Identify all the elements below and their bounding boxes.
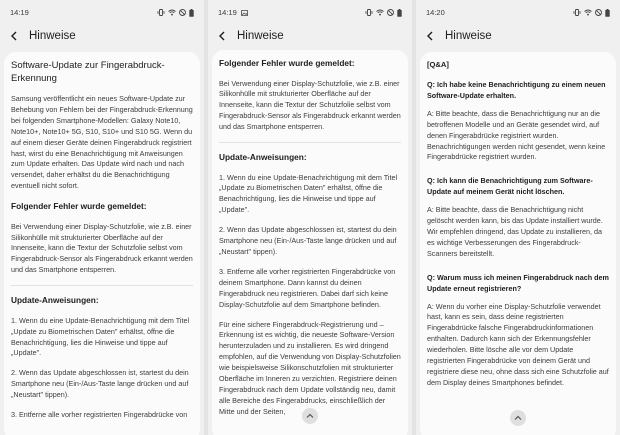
status-time: 14:19 (10, 8, 29, 17)
qa-tag: [Q&A] (427, 60, 449, 69)
status-bar (0, 0, 204, 25)
app-bar (416, 25, 620, 47)
question-1: Q: Ich habe keine Benachrichtigung zu einem neuen Software-Update erhalten. (427, 80, 606, 100)
status-bar (208, 0, 412, 25)
status-bar (416, 0, 620, 25)
article-heading: Software-Update zur Fingerabdruck-Erkennung (11, 60, 165, 84)
outro-paragraph: Für eine sichere Fingerabdruck-Registrierung und – Erkennung ist es wichtig, die neueste Software-Version herunterzuladen und zu installieren. Es wird dringend empfohlen, auf die Verwendung von Display-Schutzfolien wie beispielsweise Silikonschutzfolien mit strukturierter Oberfläche im Inneren zu verzichten. Registriere deinen Fingerabdruck nach dem Update vollständig neu, damit alle Bereiche des Fingerabdrucks, einschließlich der Mitte und der Seiten, (219, 319, 401, 416)
question-2: Q: Ich kann die Benachrichtigung zum Software-Update auf meinem Gerät nicht löschen. (427, 176, 593, 197)
question-3: Q: Warum muss ich meinen Fingerabdruck nach dem Update erneut registrieren? (427, 272, 609, 293)
error-paragraph: Bei Verwendung einer Display-Schutzfolie, wie z.B. einer Silikonhülle mit strukturierter Oberfläche auf der Innenseite, kann die Textur der Schutzfolie selbst vom Fingerabdruck-Sensor als Fingerabdruck erkannt werden und das Smartphone entsperren. (11, 221, 193, 275)
vibrate-icon (365, 9, 373, 16)
screen-1 (0, 0, 204, 435)
status-time: 14:20 (426, 8, 445, 17)
status-icons (365, 9, 402, 17)
app-bar (0, 25, 204, 47)
page-title: Hinweise (29, 30, 76, 42)
step-2: 2. Wenn das Update abgeschlossen ist, startest du dein Smartphone neu (Ein-/Aus-Taste lange drücken und auf „Neustart" tippen). (219, 225, 397, 256)
arrow-left-icon (218, 31, 227, 41)
divider (219, 142, 401, 143)
vibrate-icon (157, 9, 165, 16)
status-icons (157, 9, 194, 17)
battery-icon (189, 9, 194, 17)
divider (11, 285, 193, 286)
status-left (218, 8, 248, 17)
battery-icon (605, 9, 610, 17)
answer-3: A: Wenn du vorher eine Display-Schutzfolie verwendet hast, kann es sein, dass deine registrierten Fingerabdrücke falsche Fingerabdruckinformationen enthalten. Dadurch kann sich der Erkennungsfehler wiederholen. Bitte lösche alle vor dem Update registrierten Fingerabdrücke von deinem Gerät und registriere diese neu, ohne dass sich eine Schutzfolie auf dem Display deines Smartphones befindet. (427, 301, 609, 387)
wifi-icon (584, 9, 592, 16)
step-3: 3. Entferne alle vorher registrierten Fingerabdrücke von deinem Smartphone. Dann kannst du deinen Fingerabdruck neu registrieren. Dabei darf sich keine Display-Schutzfolie auf dem Smartphone befinden. (219, 266, 396, 309)
page-title: Hinweise (445, 30, 492, 42)
vibrate-icon (573, 9, 581, 16)
chevron-up-icon (306, 413, 314, 419)
wifi-icon (168, 9, 176, 16)
scroll-up-button[interactable] (302, 408, 318, 424)
status-icons (573, 9, 610, 17)
status-time: 14:19 (218, 8, 237, 17)
battery-icon (397, 9, 402, 17)
scroll-up-button[interactable] (510, 410, 526, 426)
app-bar (208, 25, 412, 47)
dnd-icon (179, 9, 186, 16)
back-button[interactable] (424, 30, 436, 42)
screen-2 (208, 0, 412, 435)
dnd-icon (595, 9, 602, 16)
content-card[interactable] (420, 52, 616, 435)
step-3: 3. Entferne alle vorher registrierten Fingerabdrücke von (11, 410, 188, 420)
answer-2: A: Bitte beachte, dass die Benachrichtigung nicht gelöscht werden kann, bis das Update installiert wurde. Wir empfehlen dringend, das Update zu installieren, da es wichtige Verbesserungen des Fingerabdruck-Scanners bereitstellt. (427, 205, 603, 258)
steps-heading: Update-Anweisungen: (219, 152, 307, 163)
chevron-up-icon (514, 415, 522, 421)
back-button[interactable] (216, 30, 228, 42)
dnd-icon (387, 9, 394, 16)
arrow-left-icon (10, 31, 19, 41)
intro-paragraph: Samsung veröffentlicht ein neues Software-Update zur Behebung von Fehlern bei der Fingerabdruck-Erkennung bei folgenden Smartphone-Modellen: Galaxy Note10, Note10+, Note10+ 5G, S10, S10+ und S10 5G. Wenn du auf einem dieser Geräte deinen Fingerabdruck registriert hast, wirst du eine Benachrichtigung mit Anweisungen zum Update erhalten. Das Update wird nach und nach versendet, daher erhältst du die Benachrichtigung eventuell nicht sofort. (11, 94, 193, 191)
answer-1: A: Bitte beachte, dass die Benachrichtigung nur an die betroffenen Modelle und an Geräte gesendet wird, auf denen Fingerabdrücke registriert wurden. Benachrichtigungen werden nicht gesendet, wenn keine Fingerabdrücke registriert wurden. (427, 108, 606, 162)
step-1: 1. Wenn du eine Update-Benachrichtigung mit dem Titel „Update zu Biometrischen Daten" erhältst, öffne die Benachrichtigung, lies die Hinweise und tippe auf „Update". (219, 172, 398, 215)
content-card[interactable] (212, 50, 408, 435)
page-title: Hinweise (237, 30, 284, 42)
back-button[interactable] (8, 30, 20, 42)
step-1: 1. Wenn du eine Update-Benachrichtigung mit dem Titel „Update zu Biometrischen Daten" erhältst, öffne die Benachrichtigung, lies die Hinweise und tippe auf „Update". (11, 315, 190, 358)
screen-3 (416, 0, 620, 435)
content-card[interactable] (4, 52, 200, 435)
wifi-icon (376, 9, 384, 16)
step-2: 2. Wenn das Update abgeschlossen ist, startest du dein Smartphone neu (Ein-/Aus-Taste lange drücken und auf „Neustart" tippen). (11, 368, 189, 400)
error-heading: Folgender Fehler wurde gemeldet: (11, 201, 147, 212)
error-heading: Folgender Fehler wurde gemeldet: (219, 58, 355, 68)
image-icon (241, 10, 248, 16)
error-paragraph: Bei Verwendung einer Display-Schutzfolie, wie z.B. einer Silikonhülle mit strukturierter Oberfläche auf der Innenseite, kann die Textur der Schutzfolie selbst vom Fingerabdruck-Sensor als Fingerabdruck erkannt werden und das Smartphone entsperren. (219, 78, 401, 132)
steps-heading: Update-Anweisungen: (11, 295, 99, 306)
arrow-left-icon (426, 31, 435, 41)
